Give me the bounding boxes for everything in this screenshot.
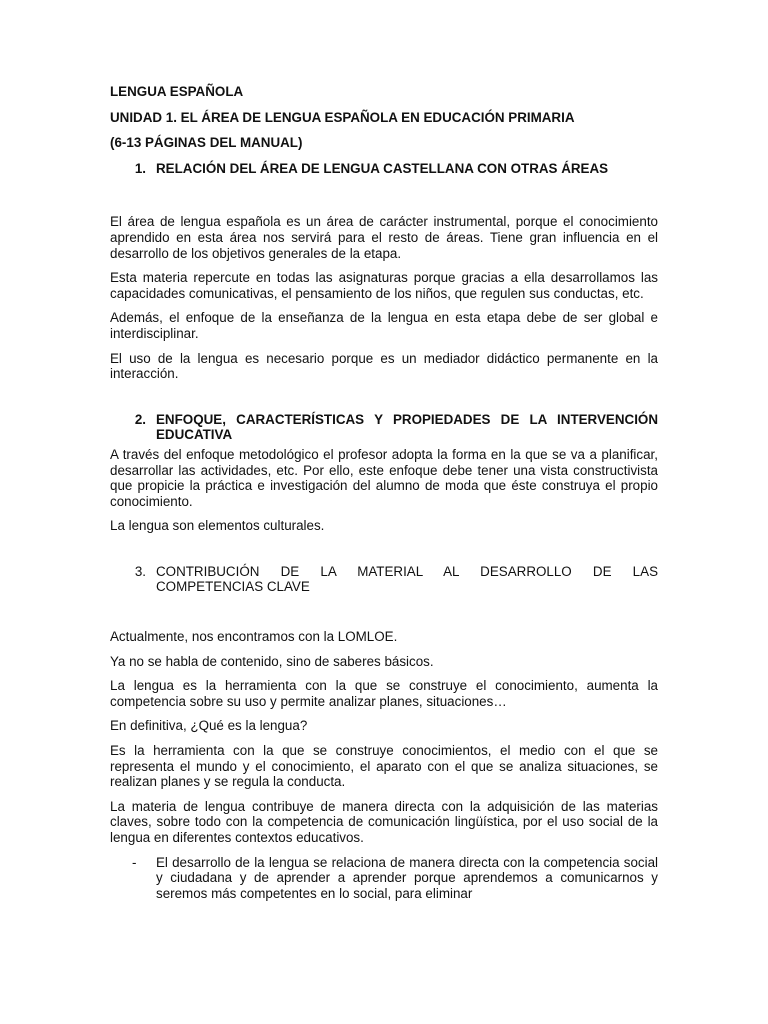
paragraph: La materia de lengua contribuye de manera directa con la adquisición de las materias claves, sobre todo con la competencia de comunicación lingüística, por el uso social de la lengua en diferentes contextos educativos.: [110, 798, 658, 845]
subject-title: LENGUA ESPAÑOLA: [110, 84, 244, 99]
section-3-title: [156, 564, 658, 595]
section-3-title-line-1: CONTRIBUCIÓN DE LA MATERIAL AL DESARROLLO DE LAS: [156, 563, 658, 579]
paragraph: A través del enfoque metodológico el profesor adopta la forma en la que se va a planificar, desarrollar las actividades, etc. Por ello, este enfoque debe tener una vista constructivista que propicie la práctica e investigación del alumno de moda que éste construya el propio conocimiento.: [110, 446, 658, 509]
section-2-body: [110, 447, 658, 534]
section-1-title: RELACIÓN DEL ÁREA DE LENGUA CASTELLANA CON OTRAS ÁREAS: [156, 160, 609, 176]
section-2-number: 2.: [134, 411, 146, 427]
paragraph: Actualmente, nos encontramos con la LOMLOE.: [110, 629, 398, 645]
section-2-title-line-2: EDUCATIVA: [156, 427, 233, 443]
section-3-body: [110, 629, 658, 901]
paragraph: El uso de la lengua es necesario porque es un mediador didáctico permanente en la interacción.: [110, 350, 658, 382]
section-3-heading: [110, 564, 658, 595]
section-3-number: 3.: [134, 563, 146, 579]
paragraph: La lengua son elementos culturales.: [110, 518, 325, 534]
section-1-number: 1.: [134, 160, 146, 176]
paragraph: Esta materia repercute en todas las asignaturas porque gracias a ella desarrollamos las capacidades comunicativas, el pensamiento de los niños, que regulen sus conductas, etc.: [110, 270, 658, 301]
section-1-heading: [110, 161, 658, 177]
paragraph: Además, el enfoque de la enseñanza de la lengua en esta etapa debe de ser global e interdisciplinar.: [110, 310, 658, 341]
section-2-heading: [110, 412, 658, 443]
section-2-title-line-1: ENFOQUE, CARACTERÍSTICAS Y PROPIEDADES DE LA INTERVENCIÓN: [156, 411, 658, 427]
section-1-body: [110, 214, 658, 381]
manual-pages: (6-13 PÁGINAS DEL MANUAL): [110, 135, 303, 151]
list-dash: -: [132, 854, 137, 870]
document-content: [110, 84, 658, 901]
list-item-text: El desarrollo de la lengua se relaciona de manera directa con la competencia social y ciudadana y de aprender a aprender porque aprendemos a comunicarnos y seremos más competentes en lo social, para eliminar: [156, 854, 658, 901]
list-item: [110, 855, 658, 902]
paragraph: El área de lengua española es un área de carácter instrumental, porque el conocimiento aprendido en esta área nos servirá para el resto de áreas. Tiene gran influencia en el desarrollo de los objetivos generales de la etapa.: [110, 214, 658, 261]
section-3-title-line-2: COMPETENCIAS CLAVE: [156, 579, 310, 595]
unit-title: UNIDAD 1. EL ÁREA DE LENGUA ESPAÑOLA EN EDUCACIÓN PRIMARIA: [110, 109, 575, 125]
section-2-title: [156, 412, 658, 443]
paragraph: Es la herramienta con la que se construye conocimientos, el medio con el que se representa el mundo y el conocimiento, el aparato con el que se analiza situaciones, se realizan planes y se regula la conducta.: [110, 743, 658, 790]
paragraph: Ya no se habla de contenido, sino de saberes básicos.: [110, 653, 434, 669]
paragraph: La lengua es la herramienta con la que se construye el conocimiento, aumenta la competencia sobre su uso y permite analizar planes, situaciones…: [110, 678, 658, 709]
paragraph: En definitiva, ¿Qué es la lengua?: [110, 718, 308, 734]
